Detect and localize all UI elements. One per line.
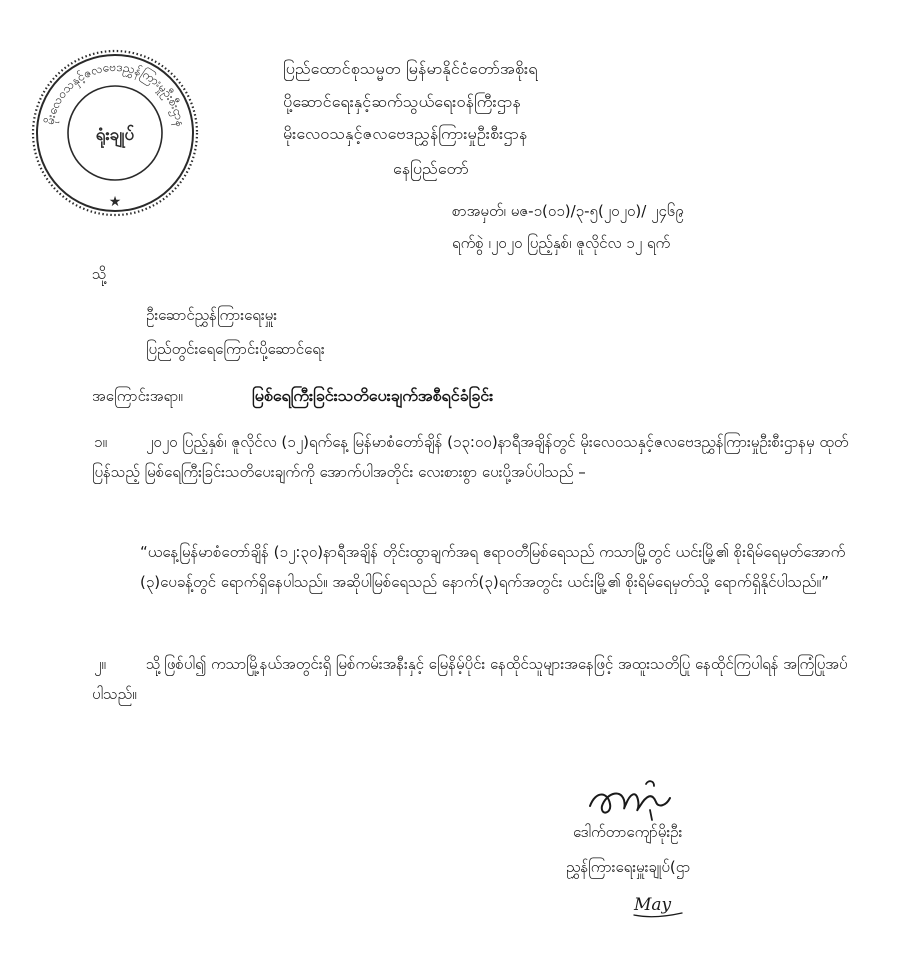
letterhead-line-4: နေပြည်တော် — [393, 159, 469, 178]
warning-quote: “ယနေ့မြန်မာစံတော်ချိန် (၁၂:၃၀)နာရီအချိန် တိုင်းထွာချက်အရ ဧရာဝတီမြစ်ရေသည် ကသာမြို့တွင် ယင်းမြို့၏ စိုးရိမ်ရေမှတ်အောက် (၃)ပေခန့်တွင် ရောက်ရှိနေပါသည်။ အဆိုပါမြစ်ရေသည် နောက်(၃)ရက်အတွင်း ယင်းမြို့၏ စိုးရိမ်ရေမှတ်သို့ ရောက်ရှိနိုင်ပါသည်။” — [140, 543, 846, 591]
signatory-name: ဒေါက်တာကျော်မိုးဦး — [573, 823, 683, 841]
paragraph-1-text: ၂၀၂၀ ပြည့်နှစ်၊ ဇူလိုင်လ (၁၂)ရက်နေ့ မြန်မာစံတော်ချိန် (၁၃:၀၀)နာရီအချိန်တွင် မိုးလေဝသနှင့်ဇလဗေဒညွှန်ကြားမှုဦးစီးဌာနမှ ထုတ်ပြန်သည့် မြစ်ရေကြီးခြင်းသတိပေးချက်ကို အောက်ပါအတိုင်း လေးစားစွာ ပေးပို့အပ်ပါသည် – — [92, 433, 849, 481]
letter-date: ရက်စွဲ ၊၂၀၂၀ ပြည့်နှစ်၊ ဇူလိုင်လ ၁၂ ရက် — [452, 234, 671, 252]
paragraph-2-number: ၂။ — [94, 655, 106, 673]
department-seal — [30, 48, 200, 218]
to-label: သို့ — [92, 265, 107, 283]
recipient-title: ဦးဆောင်ညွှန်ကြားရေးမှူး — [146, 306, 278, 324]
subject-text: မြစ်ရေကြီးခြင်းသတိပေးချက်အစီရင်ခံခြင်း — [252, 386, 494, 405]
subject-label: အကြောင်းအရာ။ — [92, 387, 183, 405]
letterhead-line-2: ပို့ဆောင်ရေးနှင့်ဆက်သွယ်ရေးဝန်ကြီးဌာန — [283, 92, 521, 111]
seal-ring-text: မိုးလေဝသနှင့်ဇလဗေဒညွှန်ကြားမှုဦးစီးဌာန — [42, 59, 188, 128]
seal-star-icon: ★ — [108, 194, 122, 210]
signatory-title: ညွှန်ကြားရေးမှူးချုပ်(ဌာ — [566, 858, 691, 876]
paragraph-1-number: ၁။ — [94, 433, 107, 451]
handwritten-signature — [586, 776, 676, 826]
letter-number: စာအမှတ်၊ မဇ-၁(၀၁)/၃-၅(၂၀၂၀)/ ၂၄၆၉ — [452, 202, 684, 220]
handwritten-initials — [630, 886, 686, 920]
recipient-department: ပြည်တွင်းရေကြောင်းပို့ဆောင်ရေး — [146, 340, 325, 358]
paragraph-2-text: သို့ဖြစ်ပါ၍ ကသာမြို့နယ်အတွင်းရှိ မြစ်ကမ်းအနီးနှင့် မြေနိမ့်ပိုင်း နေထိုင်သူများအနေဖြင့် အထူးသတိပြု နေထိုင်ကြပါရန် အကြံပြုအပ်ပါသည်။ — [92, 655, 848, 703]
seal-center-text: ရုံးချုပ် — [95, 125, 135, 145]
letterhead-line-1: ပြည်ထောင်စုသမ္မတ မြန်မာနိုင်ငံတော်အစိုးရ — [283, 59, 538, 78]
svg-text:May: May — [634, 895, 672, 915]
letterhead-line-3: မိုးလေဝသနှင့်ဇလဗေဒညွှန်ကြားမှုဦးစီးဌာန — [283, 124, 528, 143]
